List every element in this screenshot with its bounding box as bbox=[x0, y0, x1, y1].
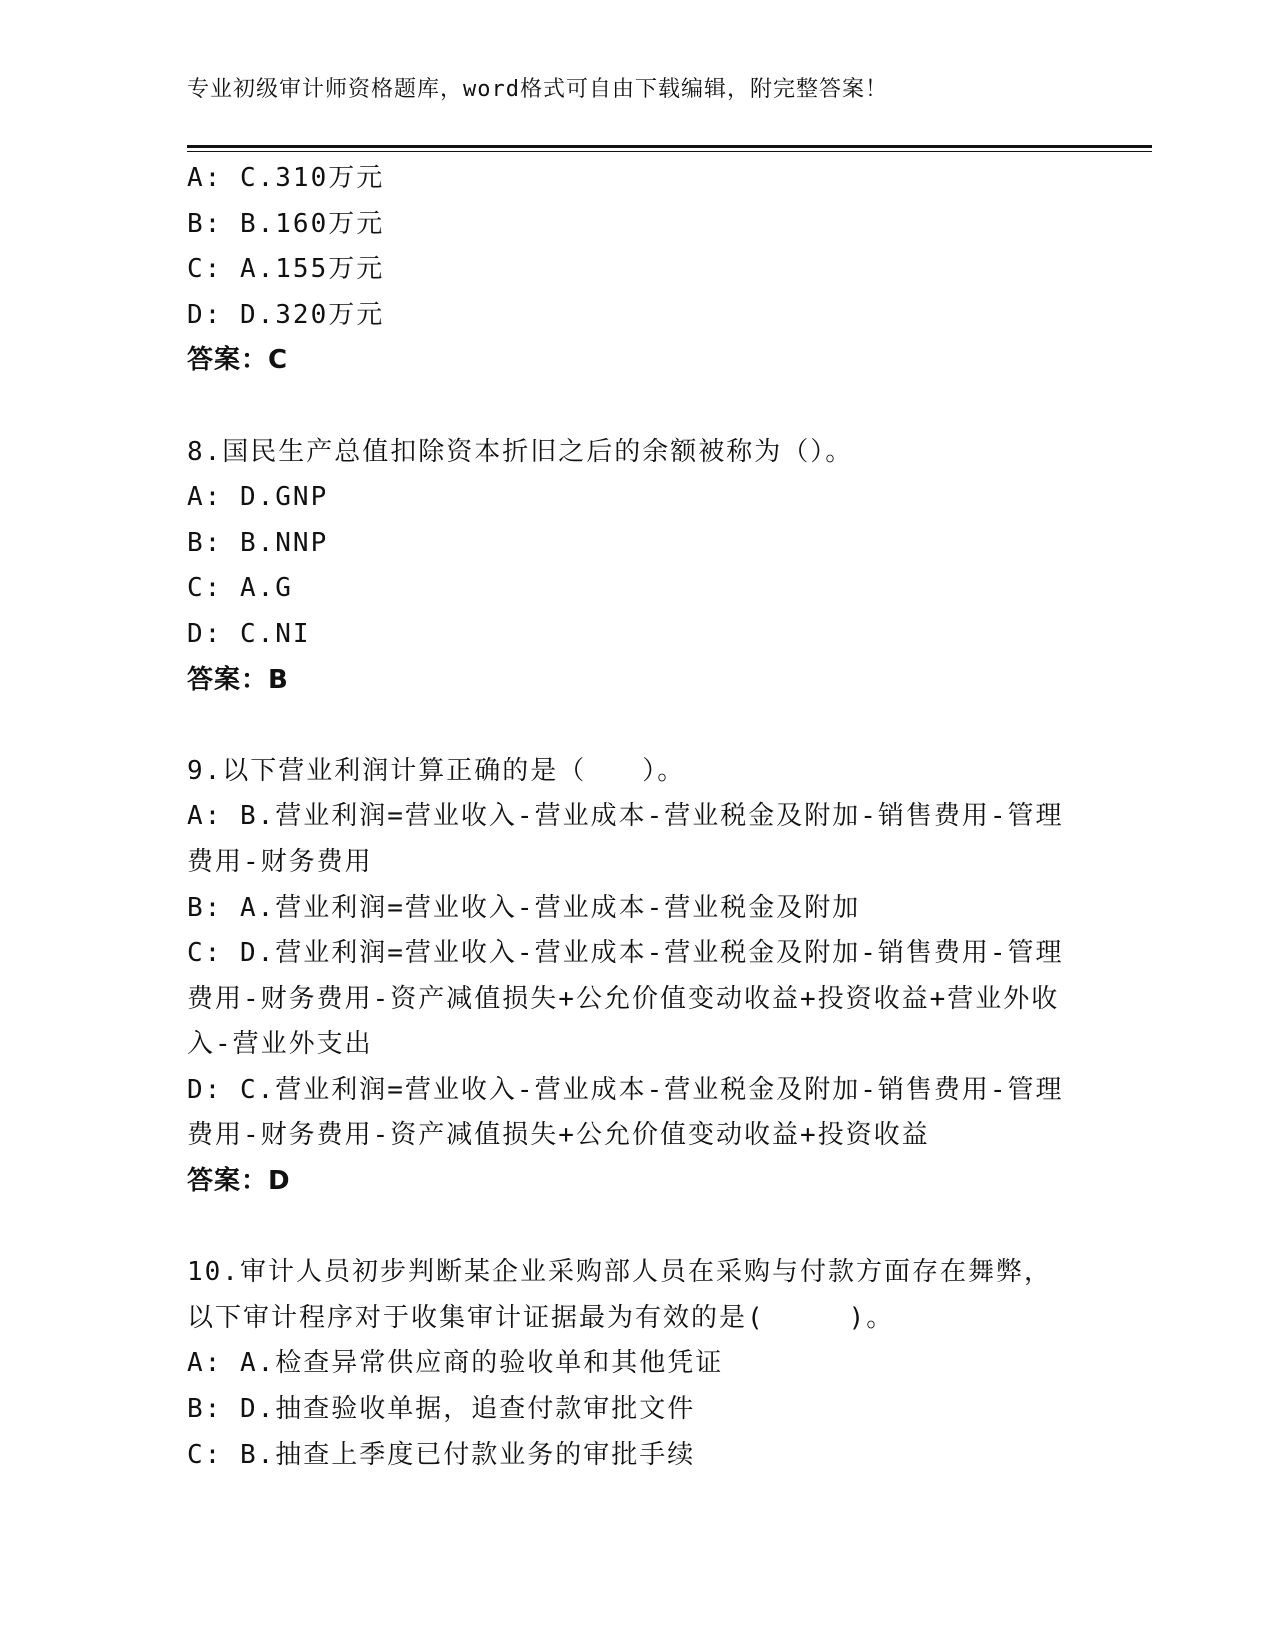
question-9-options bbox=[187, 794, 1087, 1159]
spacer bbox=[187, 384, 1087, 430]
option-b: B: B.NNP bbox=[187, 527, 329, 558]
page-header: 专业初级审计师资格题库，word格式可自由下载编辑，附完整答案！ bbox=[187, 77, 888, 102]
question-8-text: 8.国民生产总值扣除资本折旧之后的余额被称为（）。 bbox=[187, 436, 854, 467]
header-rule-thin bbox=[187, 151, 1152, 152]
option-c: C: B.抽查上季度已付款业务的审批手续 bbox=[187, 1439, 696, 1470]
header-rule-thick bbox=[187, 145, 1152, 148]
question-content bbox=[187, 156, 1087, 1478]
question-7-options bbox=[187, 156, 1087, 338]
option-a: A: B.营业利润=营业收入-营业成本-营业税金及附加-销售费用-管理费用-财务费用 bbox=[187, 801, 1064, 877]
option-a: A: C.310万元 bbox=[187, 163, 385, 193]
question-8-options bbox=[187, 475, 1087, 657]
option-d: D: C.营业利润=营业收入-营业成本-营业税金及附加-销售费用-管理费用-财务费用-资产减值损失+公允价值变动收益+投资收益 bbox=[187, 1074, 1064, 1151]
option-a: A: A.检查异常供应商的验收单和其他凭证 bbox=[187, 1348, 724, 1379]
question-10-options bbox=[187, 1341, 1087, 1478]
option-d: D: C.NI bbox=[187, 618, 311, 649]
option-c: C: A.155万元 bbox=[187, 254, 385, 285]
option-c: C: D.营业利润=营业收入-营业成本-营业税金及附加-销售费用-管理费用-财务费用-资产减值损失+公允价值变动收益+投资收益+营业外收入-营业外支出 bbox=[187, 938, 1064, 1060]
option-d: D: D.320万元 bbox=[187, 299, 385, 330]
question-9-text: 9.以下营业利润计算正确的是（ ）。 bbox=[187, 755, 686, 786]
spacer bbox=[187, 1205, 1087, 1251]
spacer bbox=[187, 703, 1087, 749]
option-c: C: A.G bbox=[187, 573, 293, 604]
question-8-answer: 答案：B bbox=[187, 664, 289, 695]
option-b: B: D.抽查验收单据，追查付款审批文件 bbox=[187, 1394, 696, 1425]
question-10-text: 10.审计人员初步判断某企业采购部人员在采购与付款方面存在舞弊，以下审计程序对于收集审计证据最为有效的是( )。 bbox=[187, 1257, 1052, 1333]
option-b: B: A.营业利润=营业收入-营业成本-营业税金及附加 bbox=[187, 892, 861, 923]
option-a: A: D.GNP bbox=[187, 482, 329, 513]
question-7-answer: 答案：C bbox=[187, 345, 289, 376]
option-b: B: B.160万元 bbox=[187, 208, 385, 239]
question-9-answer: 答案：D bbox=[187, 1166, 291, 1197]
